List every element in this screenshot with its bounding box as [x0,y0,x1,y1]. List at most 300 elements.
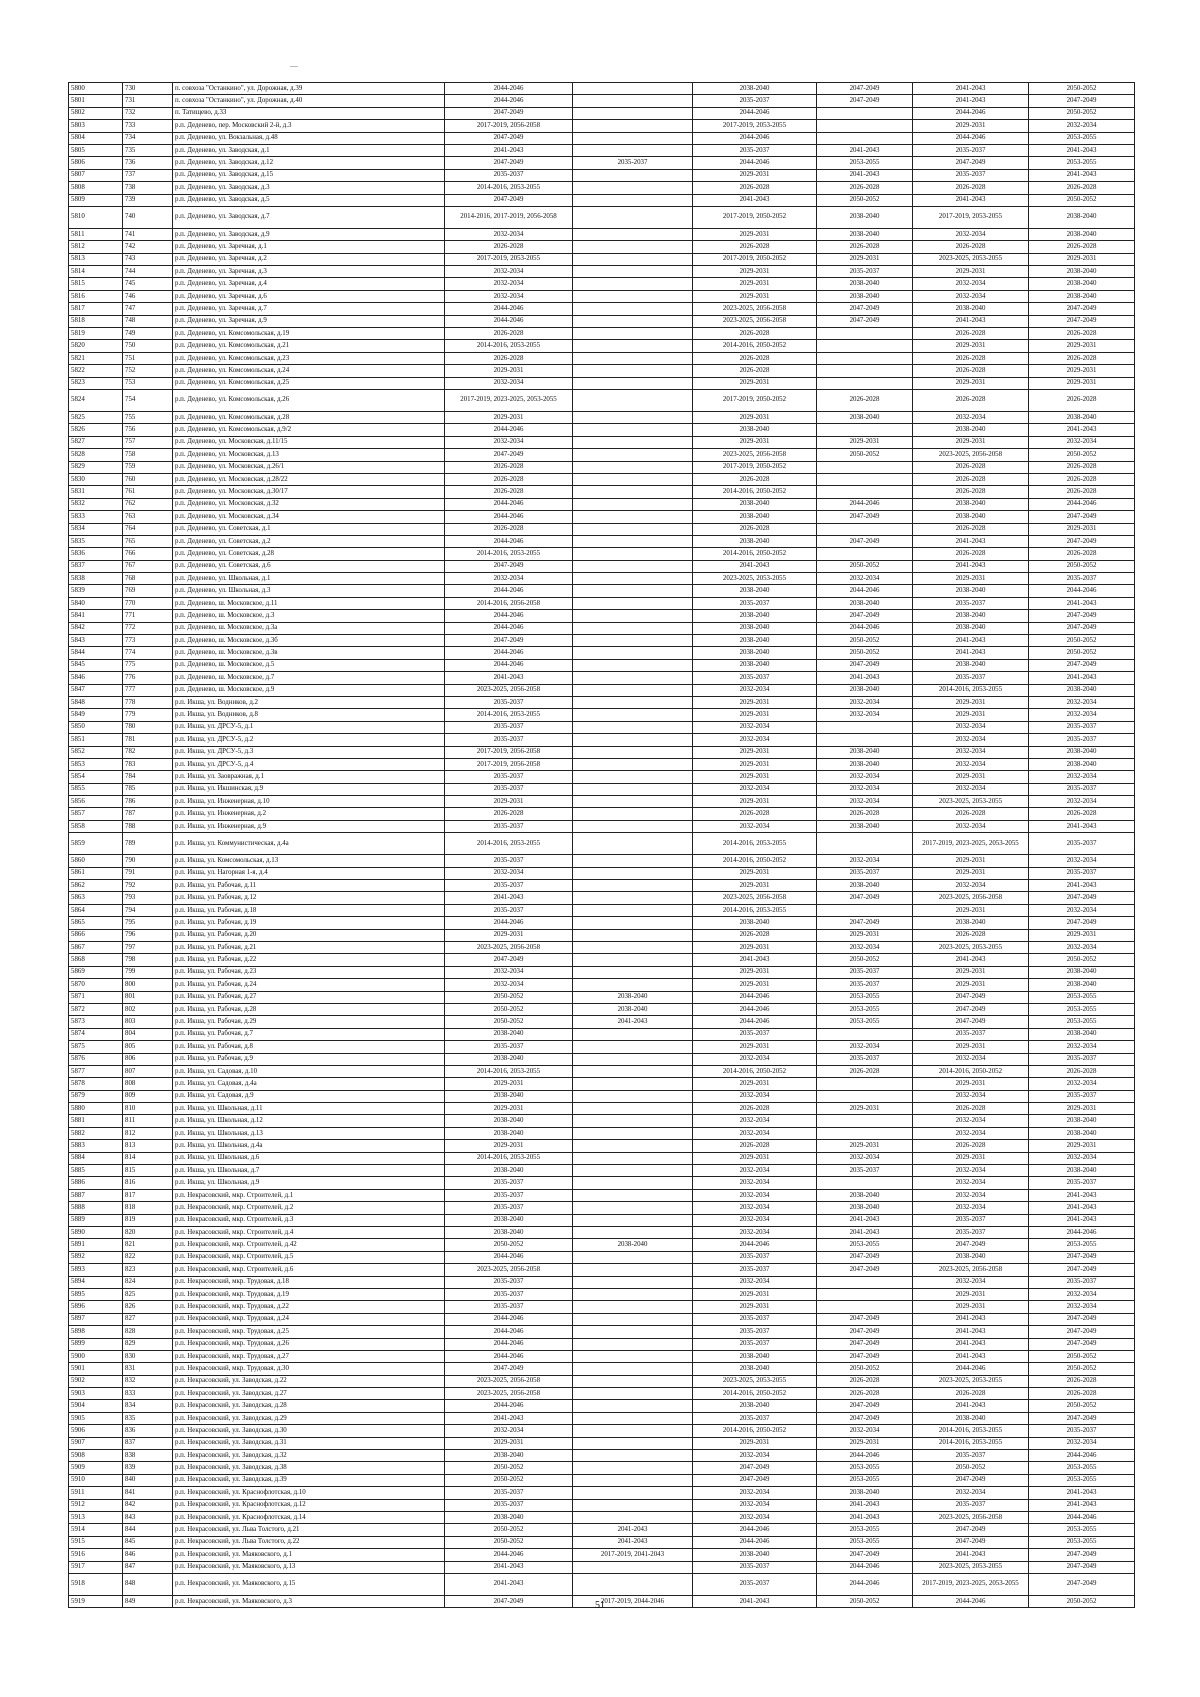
address-cell: р.п. Деденево, ул. Заречная, д.6 [173,290,445,302]
works-period-1-cell: 2014-2016, 2053-2055 [445,833,573,855]
works-period-1-cell: 2032-2034 [445,290,573,302]
works-period-3-cell: 2032-2034 [693,1487,817,1499]
works-period-4-cell [817,473,913,485]
row-number-cell: 5855 [69,783,123,795]
table-row [69,169,1135,181]
works-period-2-cell [573,647,693,659]
works-period-2-cell [573,880,693,892]
address-cell: р.п. Деденево, ул. Советская, д.1 [173,523,445,535]
row-number-cell: 5822 [69,365,123,377]
works-period-5-cell: 2014-2016, 2053-2055 [913,1437,1029,1449]
works-period-1-cell: 2029-2031 [445,1078,573,1090]
works-period-4-cell: 2050-2052 [817,954,913,966]
works-period-1-cell: 2035-2037 [445,1041,573,1053]
works-period-1-cell: 2035-2037 [445,820,573,832]
works-period-5-cell: 2035-2037 [913,1450,1029,1462]
works-period-2-cell [573,1214,693,1226]
works-period-5-cell: 2038-2040 [913,610,1029,622]
works-period-3-cell: 2029-2031 [693,1437,817,1449]
works-period-3-cell: 2035-2037 [693,1264,817,1276]
house-number-cell: 822 [123,1251,173,1263]
works-period-6-cell: 2029-2031 [1029,523,1135,535]
works-period-5-cell: 2032-2034 [913,820,1029,832]
works-period-1-cell: 2038-2040 [445,1214,573,1226]
works-period-5-cell: 2038-2040 [913,1251,1029,1263]
works-period-4-cell: 2038-2040 [817,820,913,832]
works-period-1-cell: 2014-2016, 2053-2055 [445,548,573,560]
house-number-cell: 832 [123,1375,173,1387]
works-period-6-cell: 2047-2049 [1029,95,1135,107]
row-number-cell: 5884 [69,1152,123,1164]
table-row [69,1016,1135,1028]
works-period-2-cell [573,1313,693,1325]
table-row [69,709,1135,721]
row-number-cell: 5915 [69,1536,123,1548]
row-number-cell: 5835 [69,535,123,547]
works-period-6-cell: 2029-2031 [1029,365,1135,377]
row-number-cell: 5870 [69,979,123,991]
works-period-4-cell: 2053-2055 [817,1239,913,1251]
address-cell: р.п. Некрасовский, мкр. Трудовая, д.27 [173,1350,445,1362]
row-number-cell: 5852 [69,746,123,758]
works-period-3-cell: 2023-2025, 2056-2058 [693,892,817,904]
works-period-2-cell [573,1127,693,1139]
table-row [69,904,1135,916]
works-period-3-cell: 2038-2040 [693,585,817,597]
works-period-4-cell [817,904,913,916]
works-period-1-cell: 2038-2040 [445,1127,573,1139]
works-period-1-cell: 2026-2028 [445,241,573,253]
address-cell: р.п. Деденево, ул. Московская, д.26/1 [173,461,445,473]
works-period-1-cell: 2050-2052 [445,1524,573,1536]
works-period-6-cell: 2041-2043 [1029,820,1135,832]
works-period-5-cell: 2026-2028 [913,1388,1029,1400]
works-period-4-cell: 2032-2034 [817,1041,913,1053]
works-period-5-cell: 2023-2025, 2053-2055 [913,253,1029,265]
row-number-cell: 5808 [69,182,123,194]
house-number-cell: 844 [123,1524,173,1536]
works-period-5-cell: 2029-2031 [913,266,1029,278]
works-period-4-cell: 2035-2037 [817,867,913,879]
address-cell: р.п. Икша, ул. Рабочая, д.12 [173,892,445,904]
works-period-1-cell: 2035-2037 [445,1487,573,1499]
row-number-cell: 5898 [69,1326,123,1338]
works-period-1-cell: 2047-2049 [445,635,573,647]
works-period-1-cell: 2035-2037 [445,1301,573,1313]
works-period-3-cell: 2032-2034 [693,684,817,696]
address-cell: р.п. Некрасовский, мкр. Трудовая, д.24 [173,1313,445,1325]
works-period-2-cell [573,1226,693,1238]
works-period-1-cell: 2047-2049 [445,1595,573,1607]
works-period-4-cell [817,833,913,855]
address-cell: р.п. Деденево, ул. Заводская, д.9 [173,228,445,240]
house-number-cell: 755 [123,411,173,423]
works-period-4-cell: 2035-2037 [817,966,913,978]
works-period-5-cell: 2047-2049 [913,1536,1029,1548]
works-period-6-cell: 2026-2028 [1029,1388,1135,1400]
works-period-5-cell: 2029-2031 [913,377,1029,389]
address-cell: р.п. Деденево, ул. Заводская, д.15 [173,169,445,181]
works-period-5-cell: 2026-2028 [913,182,1029,194]
house-number-cell: 829 [123,1338,173,1350]
works-period-5-cell: 2047-2049 [913,991,1029,1003]
works-period-4-cell: 2053-2055 [817,1524,913,1536]
works-period-1-cell: 2041-2043 [445,892,573,904]
works-period-6-cell: 2035-2037 [1029,1090,1135,1102]
works-period-5-cell: 2047-2049 [913,1016,1029,1028]
row-number-cell: 5861 [69,867,123,879]
house-number-cell: 797 [123,942,173,954]
table-row [69,303,1135,315]
works-period-1-cell: 2050-2052 [445,1239,573,1251]
table-row [69,340,1135,352]
works-period-6-cell: 2035-2037 [1029,573,1135,585]
row-number-cell: 5847 [69,684,123,696]
works-period-1-cell: 2029-2031 [445,796,573,808]
address-cell: р.п. Икша, ул. Заовражная, д.1 [173,771,445,783]
works-period-4-cell: 2035-2037 [817,979,913,991]
works-period-6-cell: 2029-2031 [1029,929,1135,941]
works-period-1-cell: 2026-2028 [445,352,573,364]
works-period-5-cell: 2029-2031 [913,573,1029,585]
table-row [69,1474,1135,1486]
address-cell: р.п. Некрасовский, мкр. Строителей, д.2 [173,1202,445,1214]
works-period-3-cell: 2038-2040 [693,635,817,647]
table-row [69,1152,1135,1164]
address-cell: р.п. Икша, ул. Нагорная 1-я, д.4 [173,867,445,879]
row-number-cell: 5886 [69,1177,123,1189]
table-row [69,1053,1135,1065]
works-period-3-cell: 2035-2037 [693,1573,817,1595]
address-cell: р.п. Икша, ул. Школьная, д.6 [173,1152,445,1164]
address-cell: р.п. Икша, ул. Комсомольская, д.13 [173,855,445,867]
address-cell: р.п. Деденево, ул. Советская, д.6 [173,560,445,572]
address-cell: р.п. Деденево, ул. Комсомольская, д.26 [173,389,445,411]
works-period-2-cell [573,979,693,991]
works-period-5-cell: 2032-2034 [913,278,1029,290]
address-cell: р.п. Икша, ул. Садовая, д.4а [173,1078,445,1090]
works-period-5-cell: 2047-2049 [913,1239,1029,1251]
works-period-5-cell: 2038-2040 [913,498,1029,510]
table-row [69,107,1135,119]
works-period-3-cell: 2029-2031 [693,290,817,302]
row-number-cell: 5832 [69,498,123,510]
works-period-1-cell: 2038-2040 [445,1450,573,1462]
works-period-2-cell [573,1251,693,1263]
works-period-3-cell: 2044-2046 [693,1003,817,1015]
works-period-6-cell: 2041-2043 [1029,672,1135,684]
works-period-5-cell: 2044-2046 [913,1363,1029,1375]
works-period-1-cell: 2047-2049 [445,954,573,966]
works-period-3-cell: 2029-2031 [693,771,817,783]
works-period-5-cell: 2029-2031 [913,771,1029,783]
row-number-cell: 5802 [69,107,123,119]
works-period-2-cell [573,622,693,634]
row-number-cell: 5818 [69,315,123,327]
works-period-3-cell: 2038-2040 [693,535,817,547]
works-period-4-cell: 2038-2040 [817,278,913,290]
address-cell: р.п. Икша, ул. ДРСУ-5, д.1 [173,721,445,733]
address-cell: р.п. Некрасовский, мкр. Строителей, д.5 [173,1251,445,1263]
address-cell: р.п. Деденево, ул. Заречная, д.7 [173,303,445,315]
table-row [69,672,1135,684]
works-period-6-cell: 2053-2055 [1029,1524,1135,1536]
works-period-2-cell [573,721,693,733]
row-number-cell: 5827 [69,436,123,448]
works-period-1-cell: 2041-2043 [445,1561,573,1573]
address-cell: р.п. Деденево, ул. Заводская, д.12 [173,157,445,169]
works-period-1-cell: 2026-2028 [445,808,573,820]
works-period-3-cell: 2026-2028 [693,182,817,194]
works-period-2-cell [573,436,693,448]
house-number-cell: 799 [123,966,173,978]
works-period-2-cell [573,1264,693,1276]
works-period-5-cell: 2032-2034 [913,1276,1029,1288]
works-period-3-cell: 2032-2034 [693,1276,817,1288]
address-cell: р.п. Некрасовский, ул. Маяковского, д.1 [173,1549,445,1561]
house-number-cell: 739 [123,194,173,206]
works-period-1-cell: 2029-2031 [445,1103,573,1115]
works-period-1-cell: 2044-2046 [445,535,573,547]
works-period-6-cell: 2032-2034 [1029,855,1135,867]
works-period-5-cell: 2029-2031 [913,1041,1029,1053]
works-period-3-cell: 2029-2031 [693,696,817,708]
works-period-5-cell: 2041-2043 [913,315,1029,327]
table-row [69,1090,1135,1102]
table-row [69,1065,1135,1077]
works-period-6-cell: 2038-2040 [1029,684,1135,696]
works-period-3-cell: 2026-2028 [693,473,817,485]
row-number-cell: 5901 [69,1363,123,1375]
house-number-cell: 798 [123,954,173,966]
works-period-6-cell: 2032-2034 [1029,436,1135,448]
house-number-cell: 824 [123,1276,173,1288]
works-period-1-cell: 2023-2025, 2056-2058 [445,1375,573,1387]
address-cell: р.п. Деденево, ул. Московская, д.11/15 [173,436,445,448]
works-period-6-cell: 2053-2055 [1029,157,1135,169]
works-period-2-cell [573,783,693,795]
works-period-2-cell [573,635,693,647]
works-period-2-cell [573,942,693,954]
works-period-6-cell: 2029-2031 [1029,253,1135,265]
house-number-cell: 781 [123,734,173,746]
house-number-cell: 776 [123,672,173,684]
address-cell: р.п. Икша, ул. Рабочая, д.23 [173,966,445,978]
row-number-cell: 5816 [69,290,123,302]
works-period-5-cell: 2038-2040 [913,511,1029,523]
house-number-cell: 741 [123,228,173,240]
works-period-3-cell: 2038-2040 [693,498,817,510]
house-number-cell: 795 [123,917,173,929]
table-row [69,929,1135,941]
house-number-cell: 786 [123,796,173,808]
works-period-6-cell: 2035-2037 [1029,867,1135,879]
works-period-2-cell [573,1437,693,1449]
works-period-5-cell: 2041-2043 [913,1313,1029,1325]
address-cell: р.п. Деденево, ул. Заречная, д.2 [173,253,445,265]
table-row [69,461,1135,473]
table-row [69,758,1135,770]
works-period-1-cell: 2044-2046 [445,315,573,327]
works-period-4-cell [817,548,913,560]
works-period-1-cell: 2032-2034 [445,979,573,991]
works-period-6-cell: 2047-2049 [1029,1326,1135,1338]
table-row [69,635,1135,647]
works-period-3-cell: 2038-2040 [693,424,817,436]
works-period-3-cell: 2038-2040 [693,1400,817,1412]
works-period-3-cell: 2032-2034 [693,734,817,746]
works-period-6-cell: 2032-2034 [1029,1078,1135,1090]
house-number-cell: 812 [123,1127,173,1139]
house-number-cell: 767 [123,560,173,572]
works-period-3-cell: 2032-2034 [693,1090,817,1102]
works-period-2-cell [573,241,693,253]
works-period-2-cell [573,548,693,560]
works-period-5-cell: 2026-2028 [913,1140,1029,1152]
works-period-1-cell: 2032-2034 [445,377,573,389]
table-row [69,1511,1135,1523]
house-number-cell: 828 [123,1326,173,1338]
works-period-3-cell: 2038-2040 [693,622,817,634]
house-number-cell: 743 [123,253,173,265]
table-row [69,954,1135,966]
house-number-cell: 816 [123,1177,173,1189]
house-number-cell: 738 [123,182,173,194]
works-period-2-cell [573,659,693,671]
house-number-cell: 788 [123,820,173,832]
works-period-4-cell: 2035-2037 [817,1165,913,1177]
works-period-5-cell: 2029-2031 [913,1078,1029,1090]
works-period-4-cell: 2029-2031 [817,1437,913,1449]
works-period-2-cell [573,461,693,473]
works-period-1-cell: 2044-2046 [445,424,573,436]
row-number-cell: 5902 [69,1375,123,1387]
row-number-cell: 5865 [69,917,123,929]
works-period-1-cell: 2035-2037 [445,783,573,795]
works-period-3-cell: 2044-2046 [693,1239,817,1251]
works-period-4-cell: 2038-2040 [817,1202,913,1214]
works-period-1-cell: 2044-2046 [445,622,573,634]
works-period-4-cell: 2041-2043 [817,144,913,156]
works-period-2-cell [573,535,693,547]
address-cell: р.п. Икша, ул. Садовая, д.9 [173,1090,445,1102]
table-row [69,966,1135,978]
works-period-4-cell [817,1301,913,1313]
row-number-cell: 5813 [69,253,123,265]
works-period-2-cell [573,1301,693,1313]
table-row [69,1127,1135,1139]
works-period-5-cell: 2032-2034 [913,758,1029,770]
works-period-4-cell: 2047-2049 [817,1251,913,1263]
house-number-cell: 751 [123,352,173,364]
works-period-1-cell: 2044-2046 [445,647,573,659]
works-period-4-cell: 2050-2052 [817,635,913,647]
address-cell: р.п. Икша, ул. Инженерная, д.10 [173,796,445,808]
address-cell: п. совхоза "Останкино", ул. Дорожная, д.39 [173,83,445,95]
works-period-4-cell: 2047-2049 [817,315,913,327]
works-period-2-cell [573,1561,693,1573]
works-period-6-cell: 2035-2037 [1029,734,1135,746]
works-period-2-cell [573,1350,693,1362]
works-period-4-cell: 2053-2055 [817,157,913,169]
works-period-4-cell [817,107,913,119]
address-cell: р.п. Икша, ул. ДРСУ-5, д.3 [173,746,445,758]
works-period-1-cell: 2017-2019, 2053-2055 [445,253,573,265]
works-period-6-cell: 2053-2055 [1029,1003,1135,1015]
works-period-5-cell: 2041-2043 [913,194,1029,206]
works-period-1-cell: 2029-2031 [445,411,573,423]
works-period-4-cell: 2029-2031 [817,1103,913,1115]
table-row [69,734,1135,746]
address-cell: р.п. Икша, ул. Школьная, д.9 [173,1177,445,1189]
works-period-4-cell [817,1127,913,1139]
works-period-2-cell [573,107,693,119]
works-period-5-cell: 2032-2034 [913,411,1029,423]
works-period-3-cell: 2032-2034 [693,1202,817,1214]
table-row [69,95,1135,107]
works-period-2-cell [573,585,693,597]
works-period-3-cell: 2038-2040 [693,1350,817,1362]
works-period-4-cell: 2044-2046 [817,622,913,634]
works-period-5-cell: 2029-2031 [913,120,1029,132]
works-period-3-cell: 2035-2037 [693,95,817,107]
address-cell: р.п. Деденево, ул. Заводская, д.5 [173,194,445,206]
works-period-6-cell: 2053-2055 [1029,1239,1135,1251]
house-number-cell: 756 [123,424,173,436]
works-period-2-cell [573,411,693,423]
works-period-5-cell: 2035-2037 [913,1226,1029,1238]
works-period-1-cell: 2044-2046 [445,659,573,671]
works-period-1-cell: 2014-2016, 2053-2055 [445,182,573,194]
works-period-1-cell: 2044-2046 [445,585,573,597]
works-period-1-cell: 2035-2037 [445,771,573,783]
works-period-2-cell [573,1276,693,1288]
row-number-cell: 5880 [69,1103,123,1115]
works-period-2-cell [573,560,693,572]
works-period-3-cell: 2032-2034 [693,1053,817,1065]
row-number-cell: 5877 [69,1065,123,1077]
row-number-cell: 5912 [69,1499,123,1511]
works-period-5-cell: 2029-2031 [913,340,1029,352]
works-period-3-cell: 2029-2031 [693,867,817,879]
works-period-2-cell [573,672,693,684]
house-number-cell: 734 [123,132,173,144]
works-period-6-cell: 2032-2034 [1029,1041,1135,1053]
works-period-1-cell: 2032-2034 [445,573,573,585]
address-cell: р.п. Деденево, ул. Заречная, д.3 [173,266,445,278]
row-number-cell: 5864 [69,904,123,916]
works-period-5-cell: 2032-2034 [913,1090,1029,1102]
address-cell: р.п. Деденево, ул. Заречная, д.1 [173,241,445,253]
house-number-cell: 792 [123,880,173,892]
row-number-cell: 5899 [69,1338,123,1350]
works-period-2-cell [573,917,693,929]
address-cell: р.п. Некрасовский, ул. Льва Толстого, д.22 [173,1536,445,1548]
works-period-1-cell: 2050-2052 [445,991,573,1003]
works-period-6-cell: 2035-2037 [1029,1425,1135,1437]
works-period-3-cell: 2029-2031 [693,880,817,892]
works-period-1-cell: 2035-2037 [445,1189,573,1201]
house-number-cell: 744 [123,266,173,278]
works-period-2-cell [573,511,693,523]
address-cell: р.п. Некрасовский, ул. Краснофлотская, д.12 [173,1499,445,1511]
row-number-cell: 5907 [69,1437,123,1449]
works-period-2-cell [573,820,693,832]
works-period-4-cell [817,1115,913,1127]
works-period-1-cell: 2014-2016, 2053-2055 [445,1152,573,1164]
address-cell: р.п. Некрасовский, ул. Маяковского, д.3 [173,1595,445,1607]
house-number-cell: 762 [123,498,173,510]
